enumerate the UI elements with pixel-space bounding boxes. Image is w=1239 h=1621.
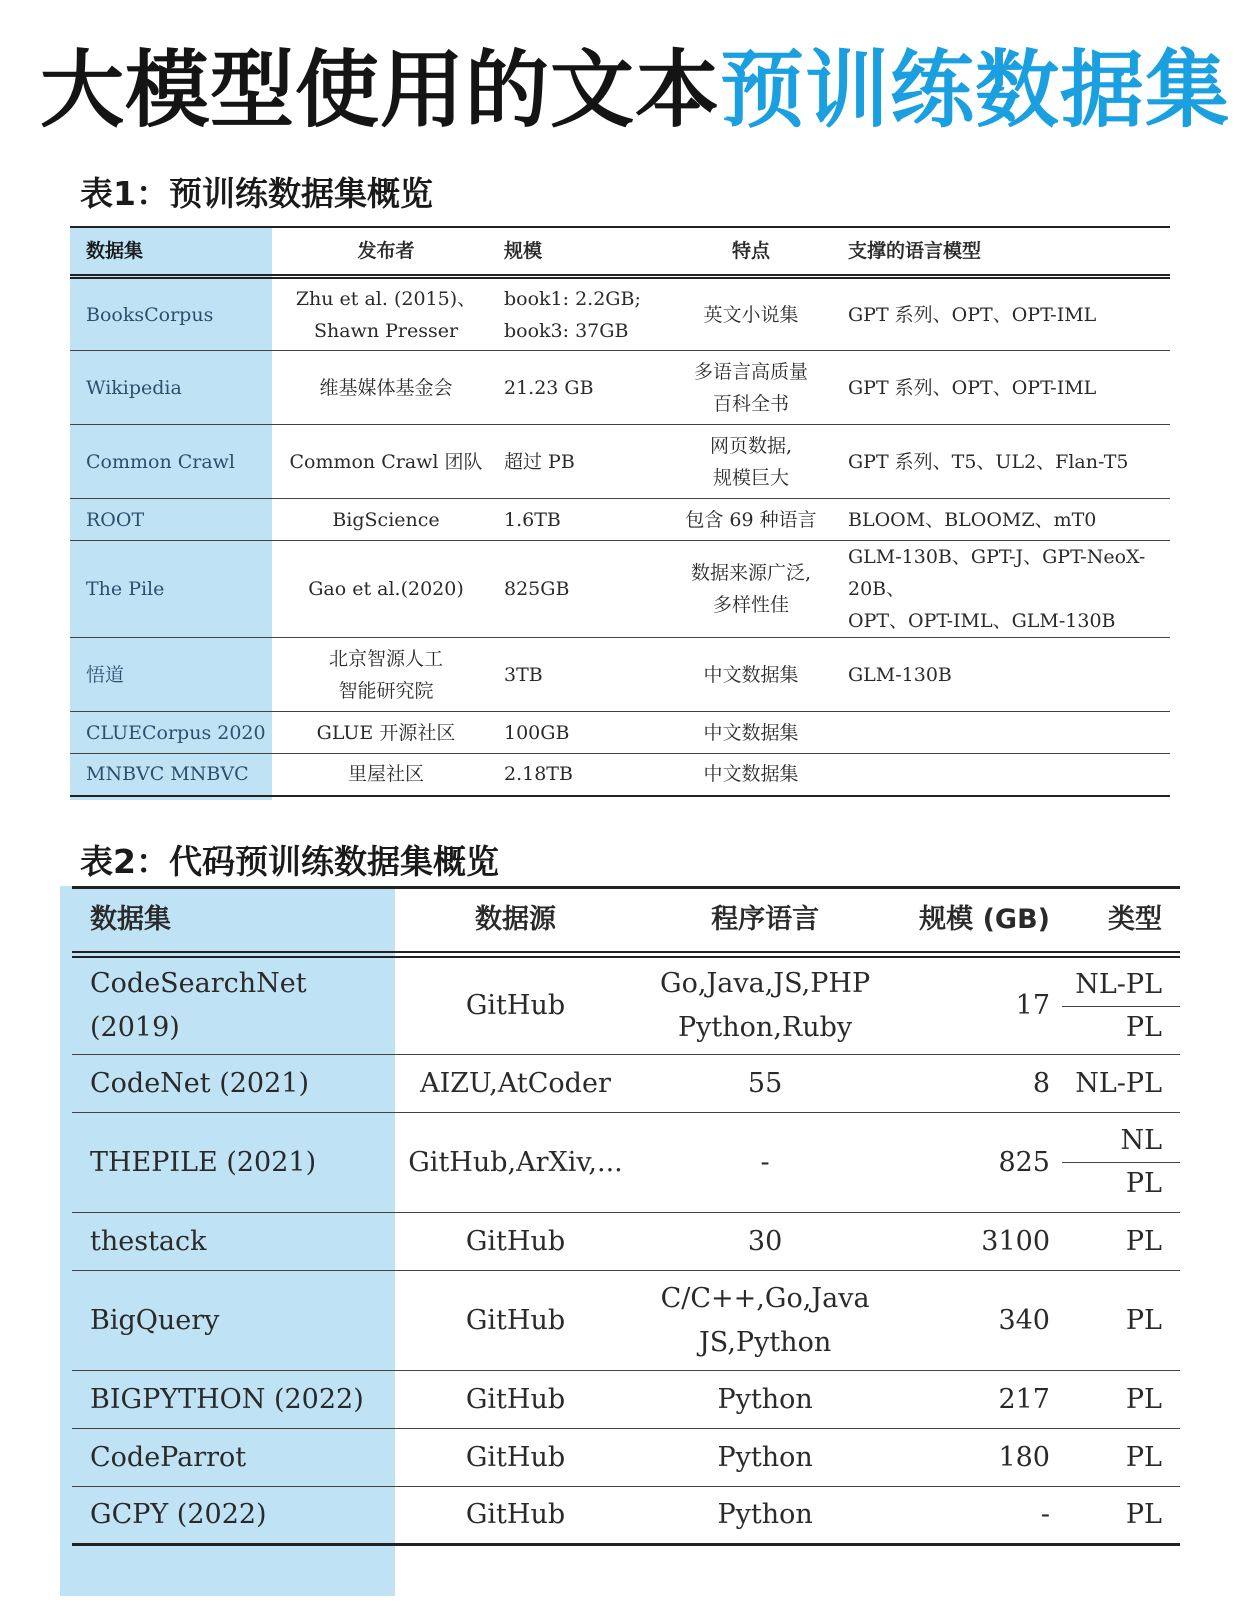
type-value: PL (1125, 1225, 1162, 1257)
table-row (70, 638, 1170, 712)
dataset-name: CodeSearchNet (2019) (72, 955, 398, 1055)
models-cell (832, 351, 1170, 425)
pretrain-dataset-table (70, 226, 1170, 797)
publisher-cell-line: Shawn Presser (313, 319, 459, 342)
language-cell (633, 1487, 897, 1545)
size-cell (490, 541, 670, 638)
type-values (1062, 1063, 1162, 1105)
size-gb-cell: - (897, 1487, 1062, 1545)
dataset-name: THEPILE (2021) (72, 1113, 398, 1213)
language-cell-line: 55 (747, 1067, 783, 1099)
size-cell-line: 2.18TB (504, 763, 573, 786)
models-cell (832, 712, 1170, 754)
header-dataset: 数据集 (72, 888, 398, 955)
type-cell (1062, 1055, 1180, 1113)
size-cell (490, 712, 670, 754)
dataset-name: ROOT (70, 499, 282, 541)
type-values (1062, 1221, 1162, 1263)
publisher-cell-line: Gao et al.(2020) (308, 578, 464, 600)
dataset-name: 悟道 (70, 638, 282, 712)
models-cell (832, 638, 1170, 712)
language-cell (633, 955, 897, 1055)
feature-cell-line: 中文数据集 (703, 663, 799, 686)
type-value: NL-PL (1075, 968, 1162, 1000)
type-divider (1062, 1162, 1180, 1163)
models-cell-line: GLM-130B (848, 663, 952, 686)
publisher-cell (282, 277, 490, 351)
publisher-cell-line: 北京智源人工 (328, 647, 443, 670)
header-publisher: 发布者 (282, 227, 490, 277)
table1-caption: 表1：预训练数据集概览 (80, 174, 433, 213)
type-cell (1062, 1487, 1180, 1545)
dataset-name: Wikipedia (70, 351, 282, 425)
dataset-name: GCPY (2022) (72, 1487, 398, 1545)
language-cell (633, 1429, 897, 1487)
table1-body (70, 277, 1170, 796)
source-cell: GitHub (398, 1271, 634, 1371)
type-cell (1062, 955, 1180, 1055)
publisher-cell (282, 425, 490, 499)
language-cell-line: Go,Java,JS,PHP (660, 968, 871, 999)
size-gb-cell: 340 (897, 1271, 1062, 1371)
size-cell-line: 3TB (504, 663, 543, 686)
table-row (70, 277, 1170, 351)
type-cell (1062, 1113, 1180, 1213)
feature-cell (670, 351, 832, 425)
models-cell (832, 277, 1170, 351)
type-values (1062, 1120, 1162, 1205)
table2-body (72, 955, 1180, 1545)
models-cell (832, 499, 1170, 541)
table-row (72, 1271, 1180, 1371)
size-cell-line: book3: 37GB (504, 319, 629, 342)
size-cell-line: 超过 PB (504, 450, 575, 473)
feature-cell (670, 638, 832, 712)
models-cell-line: GPT 系列、T5、UL2、Flan-T5 (848, 450, 1129, 473)
type-values (1062, 1437, 1162, 1479)
page-title (40, 35, 1231, 145)
feature-cell (670, 541, 832, 638)
table-row (72, 1429, 1180, 1487)
dataset-name: BIGPYTHON (2022) (72, 1371, 398, 1429)
dataset-name: CodeNet (2021) (72, 1055, 398, 1113)
language-cell-line: Python,Ruby (678, 1012, 853, 1043)
models-cell-line: GLM-130B、GPT-J、GPT-NeoX-20B、 (848, 546, 1146, 600)
type-cell (1062, 1213, 1180, 1271)
type-cell (1062, 1371, 1180, 1429)
dataset-name: thestack (72, 1213, 398, 1271)
table-header-row (72, 888, 1180, 955)
feature-cell-line: 包含 69 种语言 (685, 508, 817, 531)
publisher-cell-line: 智能研究院 (338, 679, 434, 702)
publisher-cell-line: Common Crawl 团队 (289, 450, 483, 473)
header-language: 程序语言 (633, 888, 897, 955)
language-cell-line: JS,Python (698, 1326, 832, 1358)
table-header-row (70, 227, 1170, 277)
dataset-name: MNBVC MNBVC (70, 754, 282, 796)
publisher-cell (282, 351, 490, 425)
type-value: PL (1125, 1383, 1162, 1415)
table-row (70, 425, 1170, 499)
language-cell-line: Python (717, 1383, 813, 1415)
feature-cell (670, 499, 832, 541)
dataset-name: BooksCorpus (70, 277, 282, 351)
size-cell-line: 21.23 GB (504, 376, 594, 399)
feature-cell-line: 中文数据集 (703, 721, 799, 744)
dataset-name: Common Crawl (70, 425, 282, 499)
size-gb-cell: 825 (897, 1113, 1062, 1213)
table-row (72, 1055, 1180, 1113)
table-row (70, 754, 1170, 796)
type-cell (1062, 1271, 1180, 1371)
table-row (72, 1113, 1180, 1213)
size-cell-line: 825GB (504, 578, 570, 600)
header-models: 支撑的语言模型 (832, 227, 1170, 277)
publisher-cell-line: BigScience (332, 508, 440, 531)
models-cell (832, 754, 1170, 796)
type-value: NL-PL (1075, 1067, 1162, 1099)
source-cell: AIZU,AtCoder (398, 1055, 634, 1113)
table2-caption: 表2：代码预训练数据集概览 (80, 842, 499, 881)
feature-cell (670, 277, 832, 351)
models-cell (832, 541, 1170, 638)
code-dataset-table (72, 886, 1180, 1546)
page-title-accent: 预训练数据集 (720, 41, 1231, 139)
size-cell (490, 351, 670, 425)
language-cell (633, 1213, 897, 1271)
language-cell-line: Python (717, 1441, 813, 1473)
dataset-name: BigQuery (72, 1271, 398, 1371)
models-cell (832, 425, 1170, 499)
language-cell-line: C/C++,Go,Java (660, 1282, 870, 1314)
size-cell-line: 100GB (504, 721, 570, 744)
models-cell-line: BLOOM、BLOOMZ、mT0 (848, 508, 1097, 531)
type-values (1062, 1379, 1162, 1421)
publisher-cell (282, 638, 490, 712)
language-cell (633, 1371, 897, 1429)
dataset-name: CLUECorpus 2020 (70, 712, 282, 754)
type-value: PL (1125, 1011, 1162, 1043)
feature-cell (670, 754, 832, 796)
source-cell: GitHub (398, 1429, 634, 1487)
feature-cell (670, 425, 832, 499)
size-cell (490, 425, 670, 499)
source-cell: GitHub,ArXiv,... (398, 1113, 634, 1213)
source-cell: GitHub (398, 955, 634, 1055)
publisher-cell-line: Zhu et al. (2015)、 (295, 287, 477, 310)
size-gb-cell: 217 (897, 1371, 1062, 1429)
header-source: 数据源 (398, 888, 634, 955)
source-cell: GitHub (398, 1487, 634, 1545)
publisher-cell (282, 499, 490, 541)
publisher-cell (282, 754, 490, 796)
table-row (70, 541, 1170, 638)
table-row (72, 1487, 1180, 1545)
size-gb-cell: 180 (897, 1429, 1062, 1487)
feature-cell-line: 百科全书 (712, 392, 789, 415)
models-cell-line: GPT 系列、OPT、OPT-IML (848, 303, 1097, 326)
type-value: PL (1125, 1499, 1162, 1530)
size-cell (490, 277, 670, 351)
size-cell (490, 499, 670, 541)
models-cell-line: OPT、OPT-IML、GLM-130B (848, 610, 1116, 632)
size-gb-cell: 3100 (897, 1213, 1062, 1271)
type-values (1062, 1300, 1162, 1342)
header-type: 类型 (1062, 888, 1180, 955)
feature-cell-line: 英文小说集 (703, 303, 799, 326)
publisher-cell (282, 712, 490, 754)
type-value: PL (1125, 1168, 1162, 1199)
feature-cell (670, 712, 832, 754)
publisher-cell-line: 里屋社区 (347, 763, 424, 786)
header-feature: 特点 (670, 227, 832, 277)
publisher-cell-line: GLUE 开源社区 (316, 721, 456, 744)
type-value: NL (1120, 1125, 1162, 1156)
table-row (72, 1371, 1180, 1429)
language-cell-line: Python (717, 1499, 813, 1530)
size-cell (490, 638, 670, 712)
publisher-cell-line: 维基媒体基金会 (319, 376, 453, 399)
table2-container (60, 886, 1180, 1596)
type-values (1062, 964, 1162, 1049)
table-row (70, 712, 1170, 754)
feature-cell-line: 多样性佳 (712, 594, 789, 616)
language-cell (633, 1113, 897, 1213)
header-dataset: 数据集 (70, 227, 282, 277)
dataset-name: CodeParrot (72, 1429, 398, 1487)
models-cell-line: GPT 系列、OPT、OPT-IML (848, 376, 1097, 399)
feature-cell-line: 中文数据集 (703, 763, 799, 786)
page-title-main: 大模型使用的文本 (40, 41, 721, 139)
type-values (1062, 1494, 1162, 1536)
size-gb-cell: 17 (897, 955, 1062, 1055)
table1-container (70, 226, 1170, 800)
header-size: 规模 (490, 227, 670, 277)
size-cell (490, 754, 670, 796)
table-row (70, 351, 1170, 425)
dataset-name: The Pile (70, 541, 282, 638)
type-value: PL (1125, 1441, 1162, 1473)
size-cell-line: book1: 2.2GB; (504, 287, 641, 310)
size-cell-line: 1.6TB (504, 508, 561, 531)
type-cell (1062, 1429, 1180, 1487)
source-cell: GitHub (398, 1213, 634, 1271)
table-row (70, 499, 1170, 541)
feature-cell-line: 数据来源广泛, (690, 562, 812, 584)
language-cell-line: - (760, 1146, 770, 1178)
type-value: PL (1125, 1304, 1162, 1336)
type-divider (1062, 1006, 1180, 1007)
feature-cell-line: 规模巨大 (712, 466, 789, 489)
table-row (72, 955, 1180, 1055)
language-cell (633, 1271, 897, 1371)
size-gb-cell: 8 (897, 1055, 1062, 1113)
language-cell-line: 30 (747, 1225, 783, 1257)
source-cell: GitHub (398, 1371, 634, 1429)
feature-cell-line: 网页数据, (709, 434, 793, 457)
publisher-cell (282, 541, 490, 638)
header-size-gb: 规模 (GB) (897, 888, 1062, 955)
table-row (72, 1213, 1180, 1271)
feature-cell-line: 多语言高质量 (693, 360, 808, 383)
language-cell (633, 1055, 897, 1113)
